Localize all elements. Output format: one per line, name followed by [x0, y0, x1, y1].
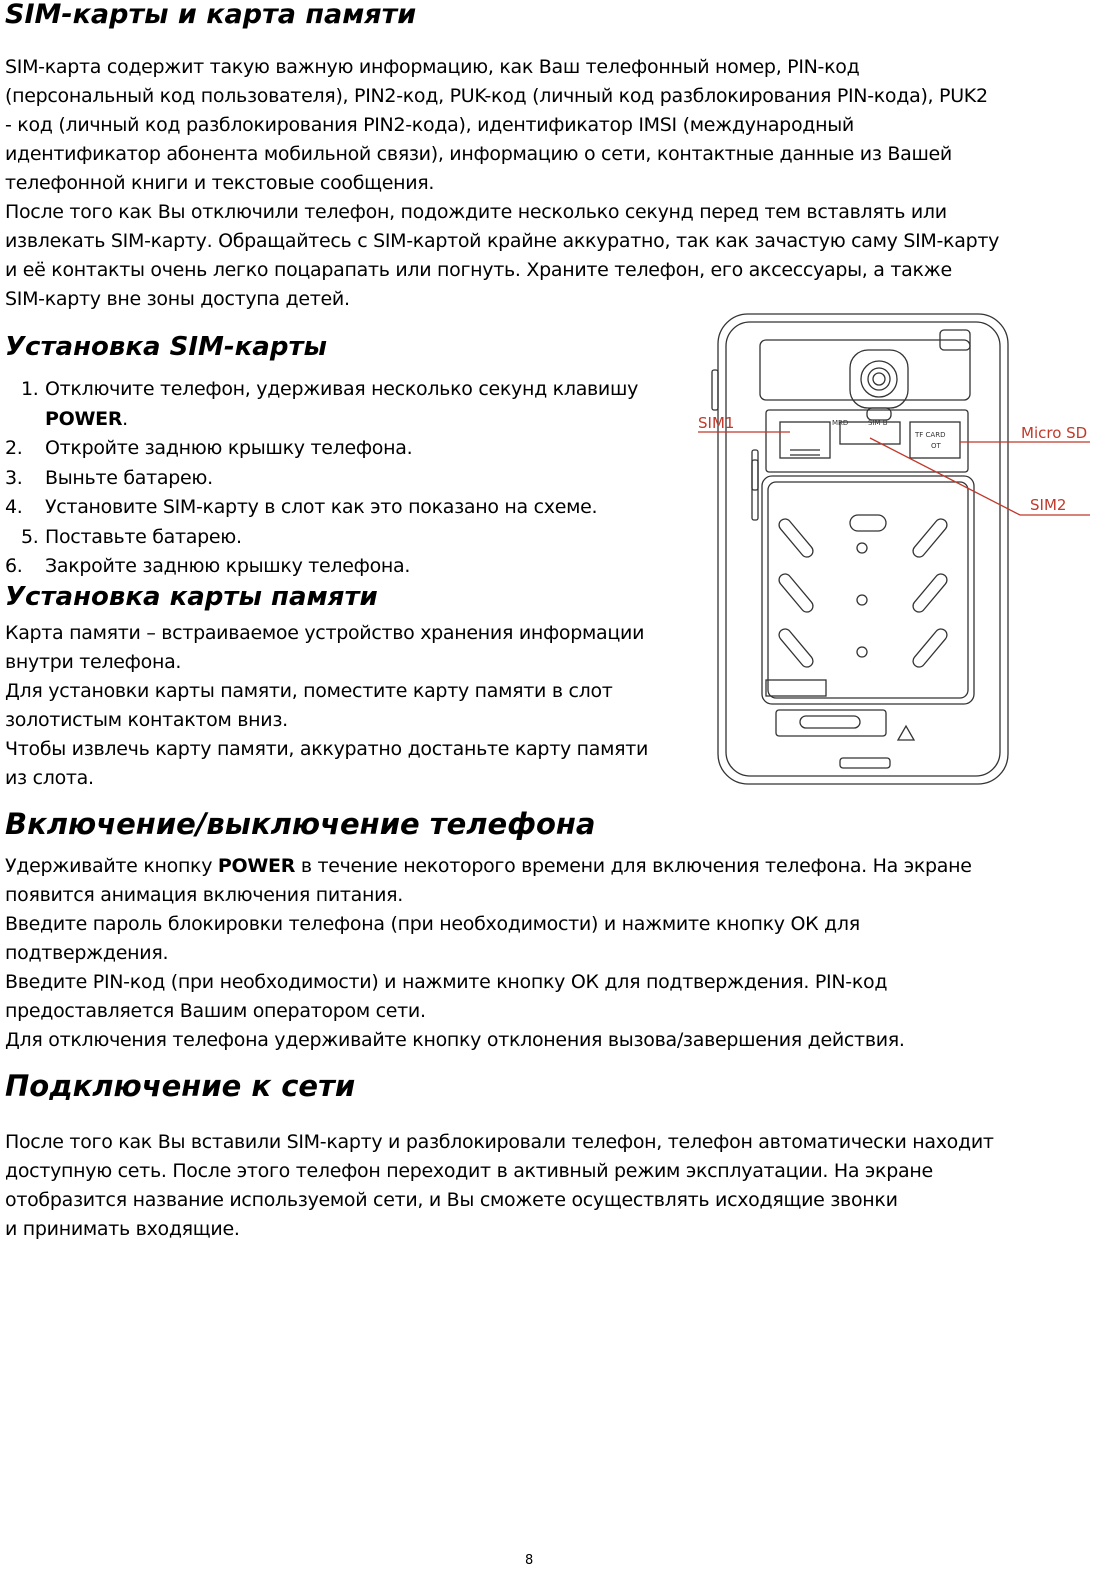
sim1-slot [780, 422, 830, 458]
network-line: После того как Вы вставили SIM-карту и разблокировали телефон, телефон автоматически находит [5, 1131, 994, 1153]
step-number: 4. [5, 496, 23, 518]
list-item [5, 493, 675, 523]
intro-line: После того как Вы отключили телефон, подождите несколько секунд перед тем вставлять или [5, 201, 947, 223]
slot-text-mrd: MRD [832, 419, 849, 427]
microsd-label: Micro SD [1021, 424, 1088, 442]
power-line: Введите пароль блокировки телефона (при необходимости) и нажмите кнопку ОК для [5, 913, 860, 935]
step-keyword: POWER [45, 407, 123, 430]
network-line: и принимать входящие. [5, 1218, 240, 1240]
step-text-end: . [122, 407, 128, 430]
power-line [5, 852, 1100, 881]
heading-network: Подключение к сети [5, 1069, 356, 1103]
memory-line: внутри телефона. [5, 651, 182, 673]
memory-paragraph [5, 619, 675, 793]
step-number: 2. [5, 437, 23, 459]
intro-paragraph [5, 53, 1095, 314]
power-line: Введите PIN-код (при необходимости) и нажмите кнопку ОК для подтверждения. PIN-код [5, 971, 888, 993]
slot-text-simb: SIM B [868, 419, 888, 427]
memory-line: из слота. [5, 767, 94, 789]
slot-text-ot: OT [931, 442, 941, 450]
power-line: Для отключения телефона удерживайте кнопку отклонения вызова/завершения действия. [5, 1029, 905, 1051]
step-text: Закройте заднюю крышку телефона. [45, 555, 411, 577]
heading-install-sim: Установка SIM-карты [5, 332, 328, 362]
install-steps-list [5, 375, 675, 582]
list-item [5, 552, 675, 582]
battery-outline [762, 476, 974, 704]
intro-line: SIM-карту вне зоны доступа детей. [5, 288, 350, 310]
phone-body-inner [726, 322, 1000, 776]
heading-power: Включение/выключение телефона [5, 807, 596, 841]
power-text: в течение некоторого времени для включения телефона. На экране [295, 855, 972, 877]
sim1-label: SIM1 [698, 414, 735, 432]
intro-line: идентификатор абонента мобильной связи), информацию о сети, контактные данные из Вашей [5, 143, 952, 165]
step-number: 6. [5, 555, 23, 577]
network-line: отобразится название используемой сети, и Вы сможете осуществлять исходящие звонки [5, 1189, 898, 1211]
power-paragraph [5, 852, 1100, 1055]
memory-line: Карта памяти – встраиваемое устройство хранения информации [5, 622, 645, 644]
list-item [5, 375, 675, 434]
list-item [5, 434, 675, 464]
network-line: доступную сеть. После этого телефон переходит в активный режим эксплуатации. На экране [5, 1160, 933, 1182]
step-text: Откройте заднюю крышку телефона. [45, 437, 413, 459]
intro-line: извлекать SIM-карту. Обращайтесь с SIM-картой крайне аккуратно, так как зачастую саму SIM-карту [5, 230, 1000, 252]
phone-sim-diagram [690, 310, 1100, 790]
intro-line: и её контакты очень легко поцарапать или погнуть. Храните телефон, его аксессуары, а также [5, 259, 952, 281]
intro-line: (персональный код пользователя), PIN2-код, PUK-код (личный код разблокирования PIN-кода), PUK2 [5, 85, 988, 107]
page-number: 8 [525, 1553, 534, 1568]
step-text: Отключите телефон, удерживая несколько секунд клавишу [45, 378, 639, 400]
step-number: 5. [21, 525, 39, 548]
intro-line: SIM-карта содержит такую важную информацию, как Ваш телефонный номер, PIN-код [5, 56, 860, 78]
memory-line: Чтобы извлечь карту памяти, аккуратно достаньте карту памяти [5, 738, 649, 760]
microsd-slot [910, 422, 960, 458]
step-text: Поставьте батарею. [45, 525, 242, 548]
step-text: Выньте батарею. [45, 466, 213, 489]
heading-sim-cards: SIM-карты и карта памяти [5, 0, 417, 30]
network-paragraph [5, 1128, 1100, 1244]
list-item [5, 523, 675, 553]
list-item [5, 464, 675, 494]
power-text: Удерживайте кнопку [5, 855, 218, 877]
power-keyword: POWER [217, 855, 296, 877]
intro-line: телефонной книги и текстовые сообщения. [5, 172, 435, 194]
power-line: появится анимация включения питания. [5, 884, 404, 906]
slot-area [766, 410, 968, 472]
camera-outline [850, 350, 908, 408]
power-line: предоставляется Вашим оператором сети. [5, 1000, 426, 1022]
step-text: Установите SIM-карту в слот как это показано на схеме. [45, 496, 598, 518]
slot-text-tf: TF CARD [915, 431, 946, 439]
memory-line: золотистым контактом вниз. [5, 709, 288, 731]
power-line: подтверждения. [5, 942, 169, 964]
step-number: 1. [21, 378, 39, 400]
heading-memory-card: Установка карты памяти [5, 582, 378, 612]
memory-line: Для установки карты памяти, поместите карту памяти в слот [5, 680, 613, 702]
intro-line: - код (личный код разблокирования PIN2-кода), идентификатор IMSI (международный [5, 114, 854, 136]
sim2-label: SIM2 [1030, 496, 1067, 514]
step-number: 3. [5, 466, 23, 489]
